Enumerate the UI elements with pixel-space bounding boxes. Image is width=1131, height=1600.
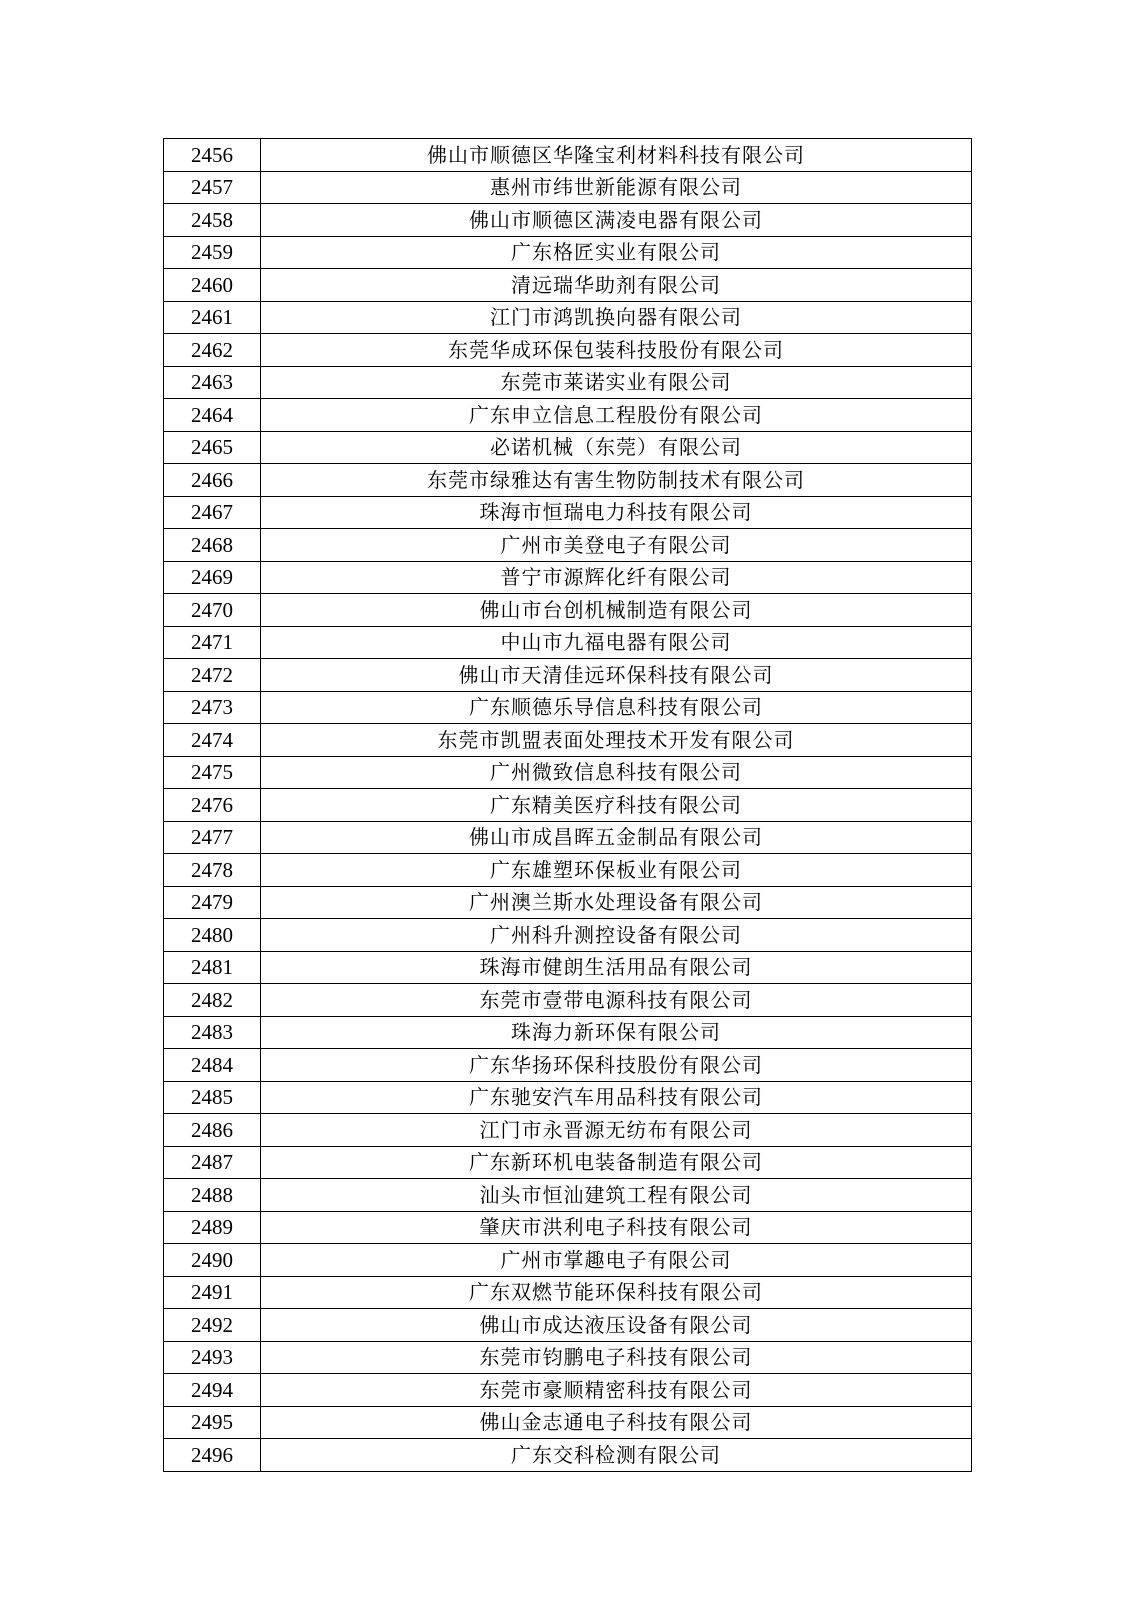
table-row [164,1341,972,1374]
row-number-cell: 2486 [164,1114,261,1147]
row-number-cell: 2477 [164,821,261,854]
row-number-cell: 2466 [164,464,261,497]
table-row [164,431,972,464]
company-name-cell: 广州市美登电子有限公司 [261,529,972,562]
table-row [164,366,972,399]
company-name-cell: 佛山市成达液压设备有限公司 [261,1309,972,1342]
company-name-cell: 肇庆市洪利电子科技有限公司 [261,1211,972,1244]
table-row [164,1374,972,1407]
company-name-cell: 汕头市恒汕建筑工程有限公司 [261,1179,972,1212]
table-row [164,171,972,204]
row-number-cell: 2472 [164,659,261,692]
row-number-cell: 2485 [164,1081,261,1114]
table-row [164,1114,972,1147]
company-name-cell: 东莞市钧鹏电子科技有限公司 [261,1341,972,1374]
row-number-cell: 2460 [164,269,261,302]
company-name-cell: 佛山市成昌晖五金制品有限公司 [261,821,972,854]
table-row [164,821,972,854]
table-row [164,886,972,919]
company-name-cell: 广州微致信息科技有限公司 [261,756,972,789]
company-name-cell: 广东顺德乐导信息科技有限公司 [261,691,972,724]
table-row [164,1146,972,1179]
company-name-cell: 广东精美医疗科技有限公司 [261,789,972,822]
row-number-cell: 2470 [164,594,261,627]
table-row [164,1406,972,1439]
company-name-cell: 广东格匠实业有限公司 [261,236,972,269]
company-name-cell: 广东申立信息工程股份有限公司 [261,399,972,432]
company-name-cell: 东莞市豪顺精密科技有限公司 [261,1374,972,1407]
table-row [164,496,972,529]
row-number-cell: 2493 [164,1341,261,1374]
company-name-cell: 广东双燃节能环保科技有限公司 [261,1276,972,1309]
row-number-cell: 2480 [164,919,261,952]
company-list-table [163,138,972,1472]
table-row [164,724,972,757]
row-number-cell: 2478 [164,854,261,887]
row-number-cell: 2467 [164,496,261,529]
company-name-cell: 普宁市源辉化纤有限公司 [261,561,972,594]
company-name-cell: 广州澳兰斯水处理设备有限公司 [261,886,972,919]
row-number-cell: 2487 [164,1146,261,1179]
table-row [164,854,972,887]
table-row [164,691,972,724]
row-number-cell: 2465 [164,431,261,464]
company-name-cell: 佛山市台创机械制造有限公司 [261,594,972,627]
row-number-cell: 2484 [164,1049,261,1082]
table-row [164,301,972,334]
company-name-cell: 佛山市顺德区华隆宝利材料科技有限公司 [261,139,972,172]
company-name-cell: 东莞市壹带电源科技有限公司 [261,984,972,1017]
row-number-cell: 2496 [164,1439,261,1472]
row-number-cell: 2473 [164,691,261,724]
table-row [164,919,972,952]
company-name-cell: 东莞市莱诺实业有限公司 [261,366,972,399]
table-row [164,1244,972,1277]
table-row [164,1211,972,1244]
company-name-cell: 广东华扬环保科技股份有限公司 [261,1049,972,1082]
company-name-cell: 清远瑞华助剂有限公司 [261,269,972,302]
table-row [164,334,972,367]
company-name-cell: 东莞市凯盟表面处理技术开发有限公司 [261,724,972,757]
company-name-cell: 中山市九福电器有限公司 [261,626,972,659]
company-name-cell: 珠海市健朗生活用品有限公司 [261,951,972,984]
table-row [164,269,972,302]
row-number-cell: 2491 [164,1276,261,1309]
row-number-cell: 2483 [164,1016,261,1049]
row-number-cell: 2464 [164,399,261,432]
company-name-cell: 佛山市顺德区满凌电器有限公司 [261,204,972,237]
table-row [164,1081,972,1114]
row-number-cell: 2482 [164,984,261,1017]
row-number-cell: 2495 [164,1406,261,1439]
table-row [164,204,972,237]
company-name-cell: 广东雄塑环保板业有限公司 [261,854,972,887]
table-row [164,561,972,594]
table-row [164,236,972,269]
company-name-cell: 江门市永晋源无纺布有限公司 [261,1114,972,1147]
table-row [164,951,972,984]
table-row [164,464,972,497]
company-name-cell: 东莞市绿雅达有害生物防制技术有限公司 [261,464,972,497]
company-name-cell: 珠海力新环保有限公司 [261,1016,972,1049]
row-number-cell: 2459 [164,236,261,269]
row-number-cell: 2476 [164,789,261,822]
row-number-cell: 2489 [164,1211,261,1244]
row-number-cell: 2458 [164,204,261,237]
company-name-cell: 必诺机械（东莞）有限公司 [261,431,972,464]
company-name-cell: 广东新环机电装备制造有限公司 [261,1146,972,1179]
table-row [164,594,972,627]
table-row [164,1309,972,1342]
row-number-cell: 2468 [164,529,261,562]
row-number-cell: 2490 [164,1244,261,1277]
row-number-cell: 2469 [164,561,261,594]
table-row [164,659,972,692]
row-number-cell: 2461 [164,301,261,334]
company-name-cell: 东莞华成环保包装科技股份有限公司 [261,334,972,367]
table-row [164,789,972,822]
row-number-cell: 2479 [164,886,261,919]
row-number-cell: 2474 [164,724,261,757]
table-row [164,139,972,172]
table-row [164,399,972,432]
table-row [164,1049,972,1082]
table-row [164,984,972,1017]
row-number-cell: 2457 [164,171,261,204]
company-name-cell: 广州市掌趣电子有限公司 [261,1244,972,1277]
table-row [164,756,972,789]
company-name-cell: 佛山市天清佳远环保科技有限公司 [261,659,972,692]
company-name-cell: 惠州市纬世新能源有限公司 [261,171,972,204]
row-number-cell: 2456 [164,139,261,172]
table-row [164,1276,972,1309]
row-number-cell: 2488 [164,1179,261,1212]
company-name-cell: 江门市鸿凯换向器有限公司 [261,301,972,334]
table-row [164,1016,972,1049]
company-name-cell: 广东驰安汽车用品科技有限公司 [261,1081,972,1114]
row-number-cell: 2494 [164,1374,261,1407]
company-name-cell: 珠海市恒瑞电力科技有限公司 [261,496,972,529]
row-number-cell: 2462 [164,334,261,367]
row-number-cell: 2471 [164,626,261,659]
company-name-cell: 广州科升测控设备有限公司 [261,919,972,952]
table-row [164,1439,972,1472]
company-name-cell: 佛山金志通电子科技有限公司 [261,1406,972,1439]
row-number-cell: 2475 [164,756,261,789]
row-number-cell: 2481 [164,951,261,984]
company-name-cell: 广东交科检测有限公司 [261,1439,972,1472]
table-row [164,626,972,659]
table-row [164,1179,972,1212]
row-number-cell: 2492 [164,1309,261,1342]
table-row [164,529,972,562]
company-list-body [164,139,972,1472]
row-number-cell: 2463 [164,366,261,399]
